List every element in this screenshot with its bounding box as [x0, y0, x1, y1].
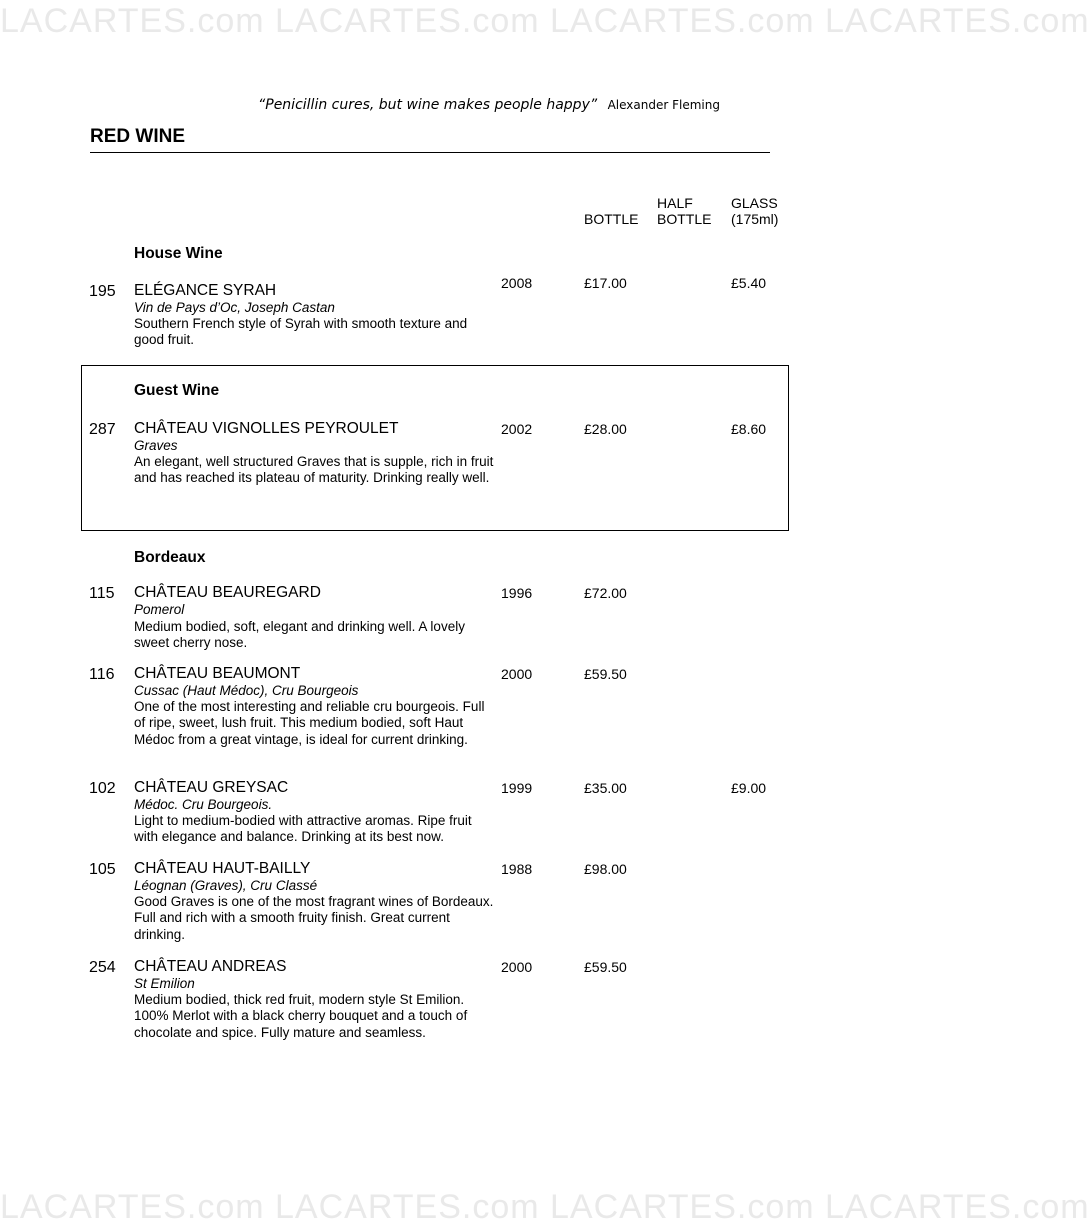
- wine-glass-price: £8.60: [731, 421, 767, 437]
- wine-year: 2008: [501, 275, 533, 291]
- col-glass-line2: (175ml): [731, 211, 779, 227]
- wine-region: Pomerol: [134, 602, 185, 617]
- quote-text: “Penicillin cures, but wine makes people happy”: [258, 97, 598, 113]
- section-bordeaux: Bordeaux: [134, 549, 206, 566]
- wine-number: 102: [89, 780, 116, 797]
- wine-number: 254: [89, 959, 116, 976]
- wine-description: Medium bodied, soft, elegant and drinking well. A lovely sweet cherry nose.: [134, 619, 465, 651]
- wine-number: 287: [89, 421, 116, 438]
- wine-name: CHÂTEAU VIGNOLLES PEYROULET: [134, 420, 399, 437]
- wine-description: Light to medium-bodied with attractive aromas. Ripe fruit with elegance and balance. Drinking at its best now.: [134, 813, 472, 845]
- wine-region: St Emilion: [134, 976, 195, 991]
- wine-description: An elegant, well structured Graves that is supple, rich in fruit and has reached its plateau of maturity. Drinking really well.: [134, 454, 494, 486]
- col-half-line1: HALF: [657, 195, 693, 211]
- wine-region: Léognan (Graves), Cru Classé: [134, 878, 318, 893]
- title-divider: [90, 152, 770, 153]
- watermark-top: LACARTES.com LACARTES.com LACARTES.com LACARTES.com: [0, 2, 1090, 40]
- wine-number: 195: [89, 283, 116, 300]
- watermark-bottom: LACARTES.com LACARTES.com LACARTES.com LACARTES.com: [0, 1188, 1090, 1226]
- wine-description: Medium bodied, thick red fruit, modern style St Emilion. 100% Merlot with a black cherry bouquet and a touch of chocolate and spice. Fully mature and seamless.: [134, 992, 468, 1040]
- quote-author: Alexander Fleming: [607, 98, 720, 112]
- col-half-bottle: [657, 195, 711, 227]
- wine-year: 1988: [501, 861, 533, 877]
- wine-name: CHÂTEAU BEAUREGARD: [134, 584, 321, 601]
- wine-name: CHÂTEAU ANDREAS: [134, 958, 287, 975]
- wine-bottle-price: £98.00: [584, 861, 627, 877]
- wine-year: 1999: [501, 780, 533, 796]
- wine-number: 105: [89, 861, 116, 878]
- wine-region: Médoc. Cru Bourgeois.: [134, 797, 273, 812]
- wine-glass-price: £5.40: [731, 275, 767, 291]
- section-house-wine: House Wine: [134, 245, 223, 262]
- wine-number: 116: [89, 666, 115, 683]
- wine-number: 115: [89, 585, 115, 602]
- wine-name: CHÂTEAU HAUT-BAILLY: [134, 860, 311, 877]
- wine-region: Cussac (Haut Médoc), Cru Bourgeois: [134, 683, 359, 698]
- col-bottle: BOTTLE: [584, 211, 639, 227]
- wine-bottle-price: £59.50: [584, 666, 627, 682]
- wine-description: One of the most interesting and reliable cru bourgeois. Full of ripe, sweet, lush fruit. This medium bodied, soft Haut Médoc from a great vintage, is ideal for current drinking.: [134, 699, 485, 747]
- wine-region: Vin de Pays d’Oc, Joseph Castan: [134, 300, 335, 315]
- wine-bottle-price: £35.00: [584, 780, 627, 796]
- wine-glass-price: £9.00: [731, 780, 767, 796]
- col-half-line2: BOTTLE: [657, 211, 712, 227]
- wine-bottle-price: £17.00: [584, 275, 627, 291]
- col-glass: [731, 195, 778, 227]
- wine-year: 1996: [501, 585, 533, 601]
- wine-year: 2002: [501, 421, 533, 437]
- col-glass-line1: GLASS: [731, 195, 778, 211]
- wine-bottle-price: £72.00: [584, 585, 627, 601]
- page-title: RED WINE: [90, 126, 185, 147]
- wine-bottle-price: £28.00: [584, 421, 627, 437]
- wine-name: CHÂTEAU GREYSAC: [134, 779, 289, 796]
- section-guest-wine: Guest Wine: [134, 382, 220, 399]
- wine-year: 2000: [501, 666, 533, 682]
- wine-bottle-price: £59.50: [584, 959, 627, 975]
- wine-region: Graves: [134, 438, 178, 453]
- wine-name: CHÂTEAU BEAUMONT: [134, 665, 301, 682]
- quote: [258, 97, 720, 113]
- wine-description: Southern French style of Syrah with smooth texture and good fruit.: [134, 316, 468, 348]
- wine-year: 2000: [501, 959, 533, 975]
- wine-name: ELÉGANCE SYRAH: [134, 282, 277, 299]
- wine-description: Good Graves is one of the most fragrant wines of Bordeaux. Full and rich with a smooth fruity finish. Great current drinking.: [134, 894, 494, 942]
